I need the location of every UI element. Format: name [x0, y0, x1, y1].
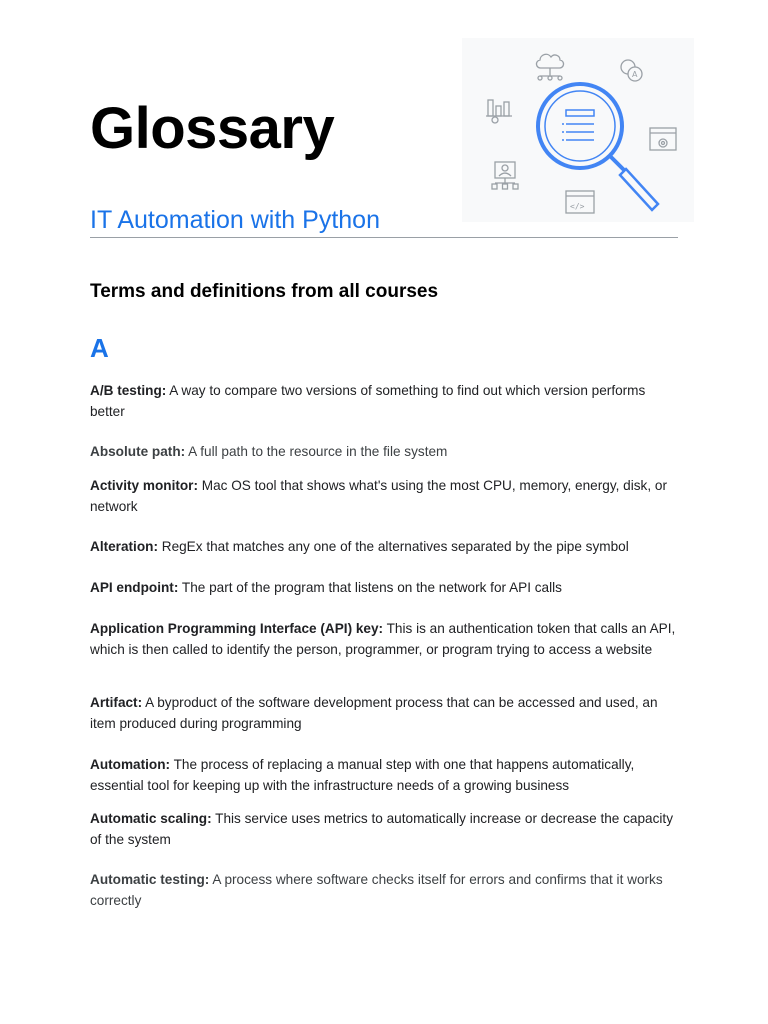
entry-definition: The process of replacing a manual step with one that happens automatically, essential tool for keeping up with the infrastructure needs of a growing business	[90, 757, 635, 793]
title-divider	[90, 237, 678, 238]
svg-text:</>: </>	[570, 202, 585, 211]
entry-term: Alteration:	[90, 539, 158, 554]
entry-term: A/B testing:	[90, 383, 167, 398]
entry-term: Application Programming Interface (API) key:	[90, 621, 384, 636]
glossary-entry-artifact	[90, 693, 680, 734]
entry-definition: This is an authentication token that calls an API, which is then called to identify the person, programmer, or program trying to access a website	[90, 621, 676, 657]
glossary-entry-alteration	[90, 537, 680, 558]
entry-term: Automatic testing:	[90, 872, 210, 887]
glossary-entry-api-endpoint	[90, 578, 680, 599]
cloud-network-icon	[536, 54, 563, 80]
magnifier-list-icon	[538, 84, 658, 210]
user-hierarchy-icon	[492, 162, 518, 189]
svg-text:A: A	[632, 70, 638, 79]
page-title: Glossary	[90, 96, 335, 161]
settings-window-icon	[650, 128, 676, 150]
glossary-entry-ab-testing	[90, 381, 680, 422]
section-letter: A	[90, 333, 109, 363]
entry-definition: Mac OS tool that shows what's using the most CPU, memory, energy, disk, or network	[90, 478, 667, 514]
entry-term: Automation:	[90, 757, 171, 772]
glossary-entry-activity-monitor	[90, 476, 680, 517]
entry-definition: The part of the program that listens on the network for API calls	[178, 580, 562, 595]
chat-bubbles-icon	[621, 60, 642, 81]
entry-definition: A process where software checks itself for errors and confirms that it works correctly	[90, 872, 663, 908]
glossary-entry-absolute-path	[90, 442, 680, 463]
entry-definition: A full path to the resource in the file system	[185, 444, 448, 459]
section-heading: Terms and definitions from all courses	[90, 281, 439, 302]
course-subtitle: IT Automation with Python	[90, 206, 380, 234]
glossary-entry-api-key	[90, 619, 680, 660]
entry-definition: This service uses metrics to automatically increase or decrease the capacity of the system	[90, 811, 673, 847]
glossary-entry-automatic-testing	[90, 870, 680, 911]
entry-term: Automatic scaling:	[90, 811, 212, 826]
entry-definition: RegEx that matches any one of the alternatives separated by the pipe symbol	[157, 539, 629, 554]
entry-term: Activity monitor:	[90, 478, 198, 493]
entry-definition: A byproduct of the software development process that can be accessed and used, an item produced during programming	[90, 695, 658, 731]
glossary-entry-automation	[90, 755, 680, 796]
entry-definition: A way to compare two versions of something to find out which version performs better	[90, 383, 646, 419]
glossary-entry-automatic-scaling	[90, 809, 680, 850]
hero-illustration	[462, 38, 694, 222]
entry-term: Artifact:	[90, 695, 143, 710]
entry-term: Absolute path:	[90, 444, 186, 459]
code-window-icon	[566, 191, 594, 213]
bar-chart-icon	[486, 100, 512, 123]
entry-term: API endpoint:	[90, 580, 179, 595]
